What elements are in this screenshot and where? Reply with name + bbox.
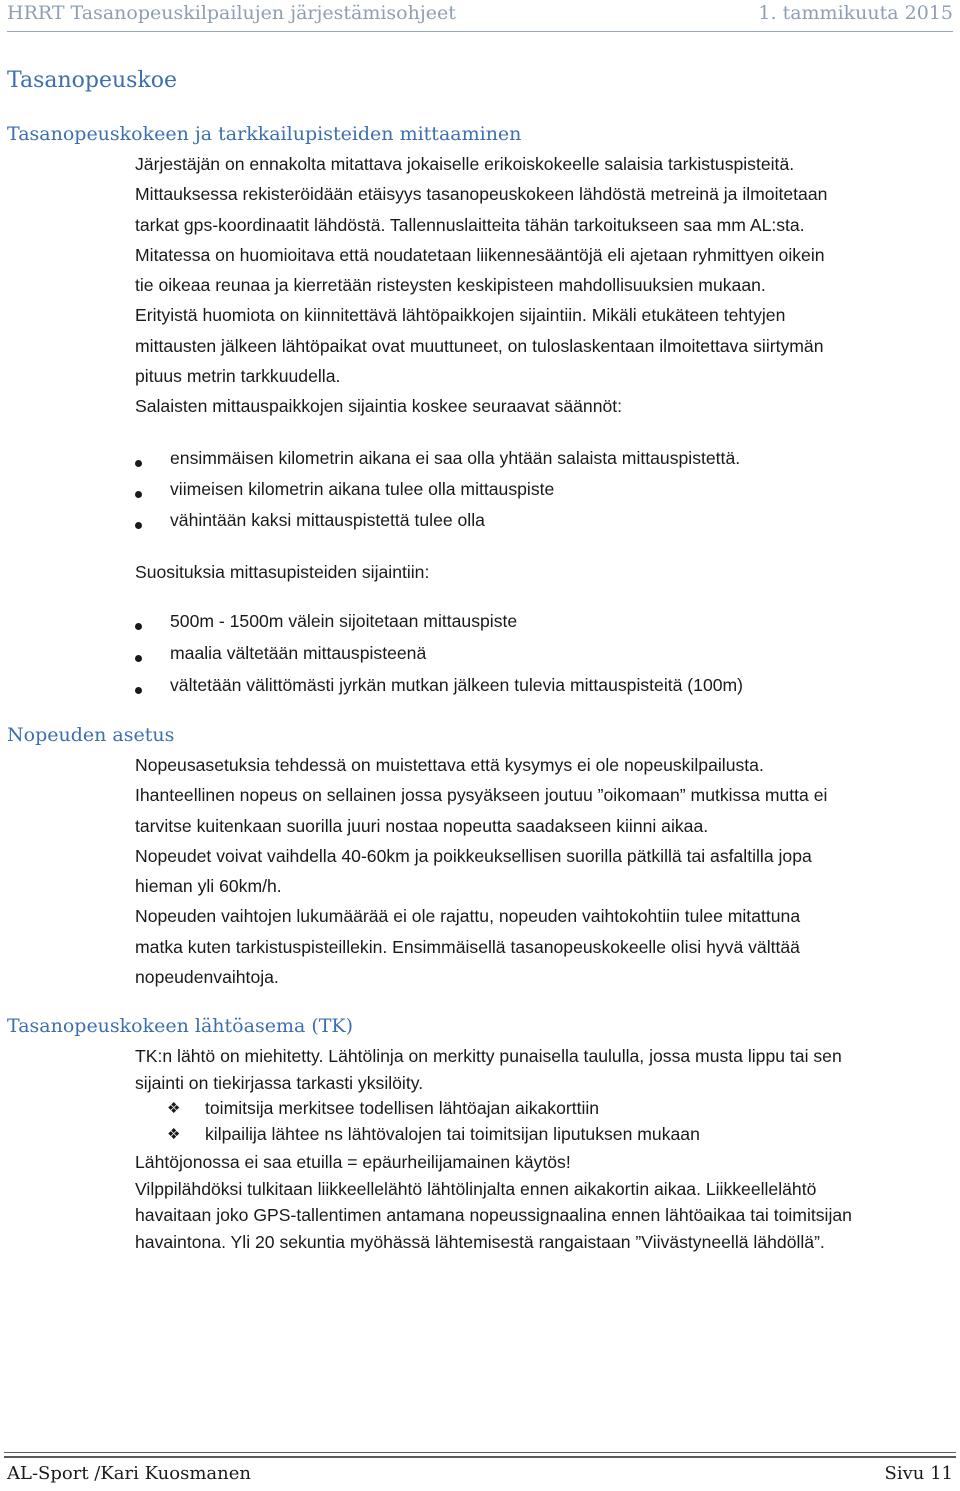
start-station-outro: [135, 1149, 852, 1255]
speed-paragraph: [135, 750, 827, 992]
bullet-icon: [135, 460, 142, 467]
paragraph-line: Ihanteellinen nopeus on sellainen jossa pysyäkseen joutuu ”oikomaan” mutkissa mutta ei: [135, 785, 828, 806]
page-header: [7, 0, 953, 30]
paragraph-line: Nopeusasetuksia tehdessä on muistettava että kysymys ei ole nopeuskilpailusta.: [135, 755, 764, 775]
bullet-icon: [135, 623, 142, 630]
list-item-text: toimitsija merkitsee todellisen lähtöajan aikakorttiin: [205, 1098, 600, 1118]
paragraph-line: nopeudenvaihtoja.: [135, 967, 279, 988]
paragraph-line: Mitatessa on huomioitava että noudatetaan liikennesääntöjä eli ajetaan ryhmittyen oikein: [135, 244, 825, 265]
paragraph-line: havaintona. Yli 20 sekuntia myöhässä lähtemisestä rangaistaan ”Viivästyneellä lähdöllä”.: [135, 1231, 825, 1252]
footer-divider-thick: [4, 1456, 956, 1458]
paragraph-line: hieman yli 60km/h.: [135, 876, 282, 897]
bullet-icon: [135, 655, 142, 662]
paragraph-line: mittausten jälkeen lähtöpaikat ovat muuttuneet, on tuloslaskentaan ilmoitettava siirtymän: [135, 335, 824, 356]
bullet-icon: [135, 687, 142, 694]
paragraph-line: tarvitse kuitenkaan suorilla juuri nostaa nopeutta saadakseen kiinni aikaa.: [135, 815, 709, 836]
header-divider: [7, 31, 953, 32]
list-item-text: vähintään kaksi mittauspistettä tulee olla: [170, 510, 485, 530]
paragraph-line: havaitaan joko GPS-tallentimen antamana nopeussignaalina ennen lähtöaikaa tai toimitsijan: [135, 1205, 852, 1226]
bullet-icon: [135, 522, 142, 529]
footer-divider: [4, 1452, 956, 1453]
paragraph-line: Nopeudet voivat vaihdella 40-60km ja poikkeuksellisen suorilla pätkillä tai asfaltilla jopa: [135, 845, 812, 866]
measurement-paragraph: [135, 149, 827, 422]
section-heading-tasanopeuskoe: Tasanopeuskoe: [7, 68, 178, 93]
diamond-bullet-icon: ❖: [167, 1126, 181, 1143]
paragraph-line: Erityistä huomiota on kiinnitettävä lähtöpaikkojen sijaintiin. Mikäli etukäteen tehtyjen: [135, 305, 786, 326]
paragraph-line: pituus metrin tarkkuudella.: [135, 366, 341, 387]
paragraph-line: Järjestäjän on ennakolta mitattava jokaiselle erikoiskokeelle salaisia tarkistuspisteitä.: [135, 154, 795, 174]
footer-author: AL-Sport /Kari Kuosmanen: [7, 1463, 251, 1484]
page-number: Sivu 11: [884, 1463, 953, 1484]
recommendations-intro: Suosituksia mittasupisteiden sijaintiin:: [135, 562, 430, 582]
document-title: HRRT Tasanopeuskilpailujen järjestämisohjeet: [7, 2, 456, 24]
paragraph-line: Nopeuden vaihtojen lukumäärää ei ole rajattu, nopeuden vaihtokohtiin tulee mitattuna: [135, 906, 801, 927]
list-item-text: viimeisen kilometrin aikana tulee olla mittauspiste: [170, 479, 555, 499]
paragraph-line: Mittauksessa rekisteröidään etäisyys tasanopeuskokeen lähdöstä metreinä ja ilmoitetaan: [135, 184, 828, 205]
list-item-text: ensimmäisen kilometrin aikana ei saa olla yhtään salaista mittauspistettä.: [170, 448, 741, 468]
paragraph-line: sijainti on tiekirjassa tarkasti yksilöity.: [135, 1072, 424, 1093]
start-station-intro: [135, 1043, 842, 1096]
paragraph-line: Salaisten mittauspaikkojen sijaintia koskee seuraavat säännöt:: [135, 396, 623, 417]
section-heading-start-station: Tasanopeuskokeen lähtöasema (TK): [7, 1015, 354, 1037]
bullet-icon: [135, 491, 142, 498]
document-date: 1. tammikuuta 2015: [758, 2, 953, 24]
paragraph-line: tarkat gps-koordinaatit lähdöstä. Tallennuslaitteita tähän tarkoitukseen saa mm AL:sta.: [135, 214, 805, 235]
list-item-text: vältetään välittömästi jyrkän mutkan jälkeen tulevia mittauspisteitä (100m): [170, 675, 744, 695]
subheading-measurement: Tasanopeuskokeen ja tarkkailupisteiden mittaaminen: [7, 123, 522, 145]
paragraph-line: Lähtöjonossa ei saa etuilla = epäurheilijamainen käytös!: [135, 1152, 571, 1172]
paragraph-line: tie oikeaa reunaa ja kierretään risteysten keskipisteen mahdollisuuksien mukaan.: [135, 275, 766, 296]
list-item-text: 500m - 1500m välein sijoitetaan mittauspiste: [170, 611, 518, 631]
paragraph-line: TK:n lähtö on miehitetty. Lähtölinja on merkitty punaisella taululla, jossa musta lippu tai sen: [135, 1046, 842, 1066]
paragraph-line: Vilppilähdöksi tulkitaan liikkeellelähtö lähtölinjalta ennen aikakortin aikaa. Liikkeellelähtö: [135, 1178, 817, 1199]
diamond-bullet-icon: ❖: [167, 1100, 181, 1117]
list-item-text: maalia vältetään mittauspisteenä: [170, 643, 427, 663]
list-item-text: kilpailija lähtee ns lähtövalojen tai toimitsijan liputuksen mukaan: [205, 1124, 700, 1144]
paragraph-line: matka kuten tarkistuspisteillekin. Ensimmäisellä tasanopeuskokeelle olisi hyvä välttää: [135, 936, 800, 957]
section-heading-speed: Nopeuden asetus: [7, 724, 175, 746]
